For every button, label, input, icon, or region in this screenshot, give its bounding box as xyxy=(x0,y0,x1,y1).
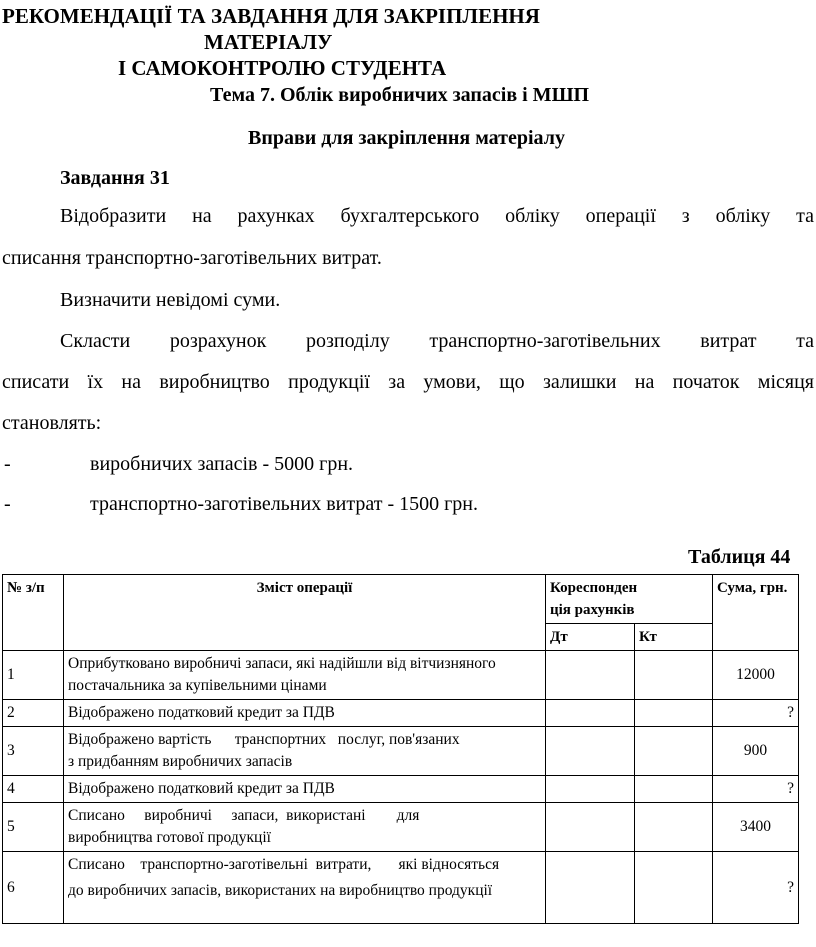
row-sum: ? xyxy=(713,700,799,727)
table-header-row xyxy=(3,575,799,624)
row-num: 1 xyxy=(3,651,64,700)
header-debit: Дт xyxy=(546,624,635,651)
row-debit xyxy=(546,727,635,776)
row-content-line-2: з придбанням виробничих запасів xyxy=(68,753,293,770)
header-line-1: РЕКОМЕНДАЦІЇ ТА ЗАВДАННЯ ДЛЯ ЗАКРІПЛЕННЯ xyxy=(2,4,540,28)
row-content-line-2: до виробничих запасів, використаних на виробництво продукції xyxy=(68,882,493,899)
row-content: Відображено податковий кредит за ПДВ xyxy=(64,776,546,803)
row-num: 6 xyxy=(3,852,64,924)
task-paragraph-1-line-2: списання транспортно-заготівельних витрат. xyxy=(2,247,382,269)
row-credit xyxy=(635,852,713,924)
task-paragraph-3-line-2: списати їх на виробництво продукції за умови, що залишки на початок місяця xyxy=(2,371,814,393)
row-debit xyxy=(546,700,635,727)
row-sum: ? xyxy=(713,852,799,924)
task-paragraph-3-line-3: становлять: xyxy=(2,412,102,434)
task-paragraph-1-line-1: Відобразити на рахунках бухгалтерського обліку операції з обліку та xyxy=(60,205,814,227)
row-debit xyxy=(546,651,635,700)
row-content-line-1: Відображено вартість транспортних послуг, пов'язаних xyxy=(68,731,460,748)
row-num: 3 xyxy=(3,727,64,776)
table-row xyxy=(3,852,799,924)
section-subtitle: Вправи для закріплення матеріалу xyxy=(248,127,565,149)
row-credit xyxy=(635,803,713,852)
row-sum: 3400 xyxy=(713,803,799,852)
row-content-line-1: Списано транспортно-заготівельні витрати, які відносяться xyxy=(68,856,500,873)
bullet-item: транспортно-заготівельних витрат - 1500 грн. xyxy=(90,493,479,515)
header-num: № з/п xyxy=(3,575,64,651)
row-credit xyxy=(635,651,713,700)
row-sum: 900 xyxy=(713,727,799,776)
bullet-item: виробничих запасів - 5000 грн. xyxy=(90,453,354,475)
bullet-dash: - xyxy=(4,493,11,515)
table-row xyxy=(3,651,799,700)
table-row xyxy=(3,700,799,727)
header-credit: Кт xyxy=(635,624,713,651)
row-num: 4 xyxy=(3,776,64,803)
bullet-dash: - xyxy=(4,453,11,475)
row-credit xyxy=(635,776,713,803)
row-content-line-2: постачальника за купівельними цінами xyxy=(68,677,327,694)
task-title: Завдання 31 xyxy=(60,167,170,189)
row-content-line-2: виробництва готової продукції xyxy=(68,829,271,846)
row-content xyxy=(64,651,546,700)
header-correspondence-line-1: Кореспонден xyxy=(550,580,638,596)
table-row xyxy=(3,803,799,852)
task-paragraph-2: Визначити невідомі суми. xyxy=(60,289,281,311)
header-correspondence xyxy=(546,575,713,624)
row-credit xyxy=(635,727,713,776)
task-paragraph-3-line-1: Скласти розрахунок розподілу транспортно-заготівельних витрат та xyxy=(60,330,814,352)
row-credit xyxy=(635,700,713,727)
row-sum: 12000 xyxy=(713,651,799,700)
row-content-line-1: Оприбутковано виробничі запаси, які надійшли від вітчизняного xyxy=(68,655,496,672)
row-num: 5 xyxy=(3,803,64,852)
row-content-line-1: Списано виробничі запаси, використані для xyxy=(68,807,420,824)
header-correspondence-line-2: ція рахунків xyxy=(550,602,635,618)
row-sum: ? xyxy=(713,776,799,803)
row-content: Відображено податковий кредит за ПДВ xyxy=(64,700,546,727)
header-line-3: І САМОКОНТРОЛЮ СТУДЕНТА xyxy=(118,56,447,80)
row-content xyxy=(64,803,546,852)
header-line-2: МАТЕРІАЛУ xyxy=(204,30,333,54)
row-content xyxy=(64,852,546,924)
row-content xyxy=(64,727,546,776)
header-content: Зміст операції xyxy=(64,575,546,651)
table-caption: Таблиця 44 xyxy=(688,546,791,568)
table-row xyxy=(3,776,799,803)
row-debit xyxy=(546,803,635,852)
operations-table xyxy=(2,574,799,924)
table-row xyxy=(3,727,799,776)
header-sum: Сума, грн. xyxy=(713,575,799,651)
row-debit xyxy=(546,852,635,924)
row-debit xyxy=(546,776,635,803)
topic-title: Тема 7. Облік виробничих запасів і МШП xyxy=(210,84,590,106)
row-num: 2 xyxy=(3,700,64,727)
